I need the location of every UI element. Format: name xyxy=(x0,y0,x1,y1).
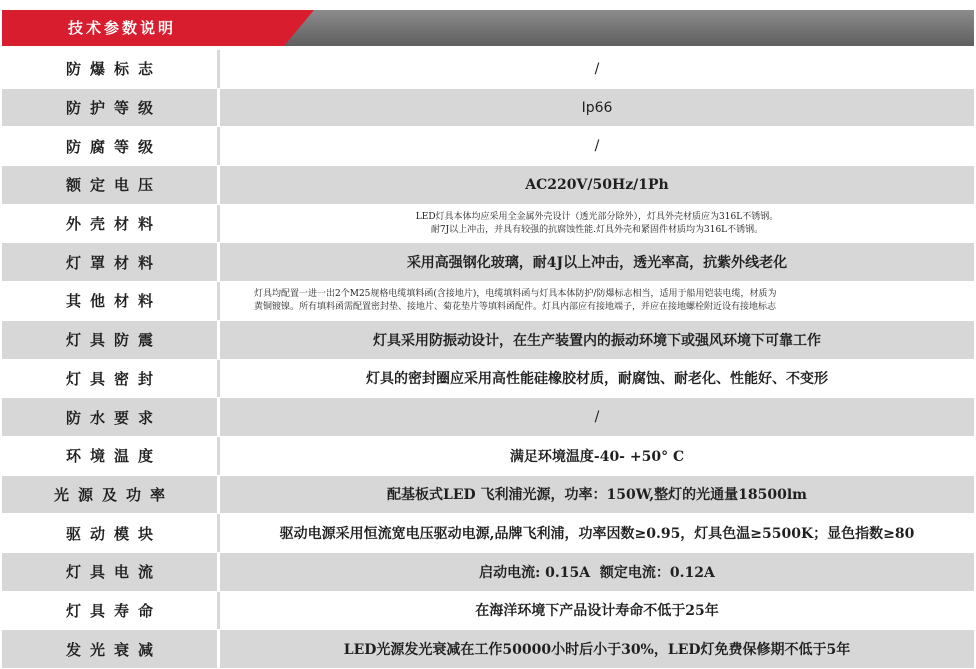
row-label: 灯具电流 xyxy=(65,563,162,582)
table-row xyxy=(2,127,974,166)
row-value: Ip66 xyxy=(581,99,613,116)
row-value: 启动电流: 0.15A 额定电流：0.12A xyxy=(479,564,715,581)
table-row xyxy=(2,243,974,282)
row-label: 发光衰减 xyxy=(65,640,162,659)
row-value: 灯具的密封圈应采用高性能硅橡胶材质，耐腐蚀、耐老化、性能好、不变形 xyxy=(366,371,828,388)
row-label: 防护等级 xyxy=(65,99,162,118)
spec-table xyxy=(2,50,974,669)
section-header xyxy=(2,10,974,46)
row-label: 环境温度 xyxy=(65,447,162,466)
row-value: / xyxy=(594,60,600,77)
table-row xyxy=(2,166,974,205)
row-value: 灯具采用防振动设计，在生产装置内的振动环境下或强风环境下可靠工作 xyxy=(373,332,821,349)
row-label: 防水要求 xyxy=(65,408,162,427)
row-label: 灯具密封 xyxy=(65,369,162,388)
row-label: 灯具寿命 xyxy=(65,601,162,620)
table-row xyxy=(2,50,974,89)
table-row xyxy=(2,437,974,476)
row-value: LED光源发光衰减在工作50000小时后小于30%，LED灯免费保修期不低于5年 xyxy=(343,642,851,659)
row-label: 其他材料 xyxy=(65,292,162,311)
row-label: 驱动模块 xyxy=(65,524,162,543)
row-value: 在海洋环境下产品设计寿命不低于25年 xyxy=(475,603,719,620)
table-row xyxy=(2,398,974,437)
table-row xyxy=(2,321,974,360)
row-value: / xyxy=(594,138,600,155)
row-label: 灯罩材料 xyxy=(65,253,162,272)
row-value: 驱动电源采用恒流宽电压驱动电源,品牌飞利浦，功率因数≥0.95，灯具色温≥5500K；显色指数≥80 xyxy=(279,526,915,543)
row-value: 采用高强钢化玻璃，耐4J以上冲击，透光率高，抗紫外线老化 xyxy=(406,255,788,272)
row-label: 额定电压 xyxy=(65,176,162,195)
table-row xyxy=(2,205,974,244)
row-value: 满足环境温度-40- +50° C xyxy=(509,448,685,465)
row-value: AC220V/50Hz/1Ph xyxy=(525,176,669,193)
row-label: 光源及功率 xyxy=(53,485,174,504)
table-row xyxy=(2,476,974,515)
row-value: 配基板式LED 飞利浦光源，功率：150W,整灯的光通量18500lm xyxy=(386,487,807,504)
row-label: 外壳材料 xyxy=(65,215,162,234)
table-row xyxy=(2,592,974,631)
table-row xyxy=(2,360,974,399)
row-value: / xyxy=(594,409,600,426)
row-label: 防腐等级 xyxy=(65,137,162,156)
table-row xyxy=(2,282,974,321)
header-title: 技术参数说明 xyxy=(68,19,177,37)
row-label: 防爆标志 xyxy=(65,60,162,79)
table-row xyxy=(2,630,974,669)
row-label: 灯具防震 xyxy=(65,331,162,350)
table-row xyxy=(2,89,974,128)
row-value: 灯具均配置一进一出2个M25规格电缆填料函(含接地片)，电缆填料函与灯具本体防护/防爆标志相当，适用于船用铠装电缆，材质为 黄铜镀镍。所有填料函需配置密封垫、接地片、菊花垫片等填料函配件。灯具内部应有接地端子，并应在接地螺栓附近设有接地标志 xyxy=(254,288,777,312)
table-row xyxy=(2,514,974,553)
table-row xyxy=(2,553,974,592)
row-value: LED灯具本体均应采用全金属外壳设计（透光部分除外），灯具外壳材质应为316L不锈钢。 耐7J以上冲击，并具有较强的抗腐蚀性能.灯具外壳和紧固件材质均为316L不锈钢。 xyxy=(415,211,779,235)
